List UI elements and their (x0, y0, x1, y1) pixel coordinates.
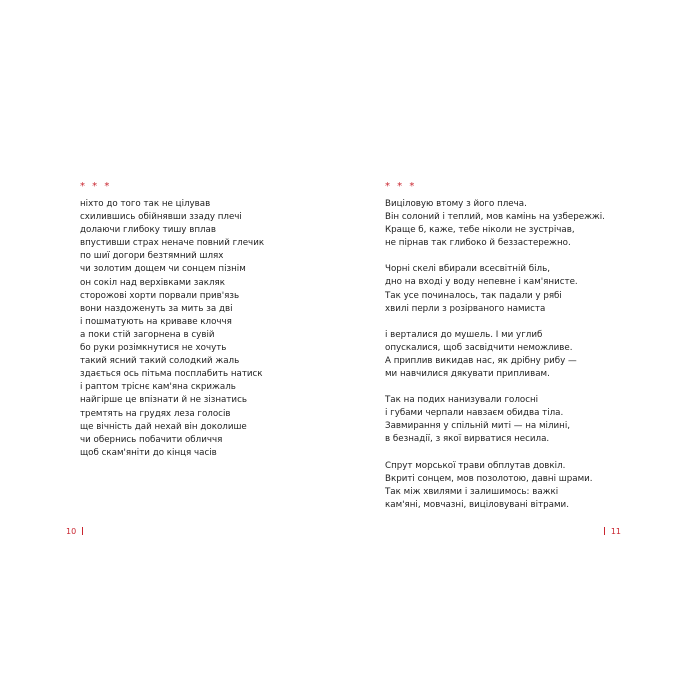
poem-line: і раптом тріснє кам'яна скрижаль (80, 382, 236, 393)
poem-line: Чорні скелі вбирали всесвітній біль, (385, 264, 550, 275)
poem-line: ще вічність дай нехай він доколише (80, 421, 247, 432)
folio-rule (604, 527, 605, 535)
poem-line: вони наздоженуть за мить за дві (80, 303, 233, 314)
page-number: 10 (66, 527, 77, 536)
poem-line: Так між хвилями і залишимось: важкі (385, 486, 559, 497)
poem-line: Краще б, каже, тебе ніколи не зустрічав, (385, 225, 575, 236)
poem-line: здається ось пітьма посплабить натиск (80, 369, 263, 380)
poem-body (385, 198, 605, 512)
poem-line: хвилі перли з розірваного намиста (385, 303, 546, 314)
page-footer (66, 527, 83, 537)
poem-line: он сокіл над верхівками закляк (80, 277, 225, 288)
folio-rule (82, 527, 83, 535)
stanza-break (385, 250, 605, 263)
poem-line: щоб скам'яніти до кінця часів (80, 447, 217, 458)
poem-line: кам'яні, мовчазні, виціловувані вітрами. (385, 499, 569, 510)
poem-line: а поки стій загорнена в сувій (80, 329, 215, 340)
poem-line: Спрут морської трави обплутав довкіл. (385, 460, 566, 471)
poem-line: Так усе починалось, так падали у рябі (385, 290, 562, 301)
section-ornament: * * * (385, 181, 417, 192)
poem-body (80, 198, 264, 460)
poem-line: в безнадії, з якої вирватися несила. (385, 434, 550, 445)
poem-line: Так на подих нанизували голосні (385, 395, 539, 406)
poem-line: і верталися до мушель. І ми углиб (385, 329, 543, 340)
poem-line: Виціловую втому з його плеча. (385, 199, 527, 209)
poem-line: Він солоний і теплий, мов камінь на узбережжі. (385, 212, 605, 223)
right-page (350, 0, 700, 700)
poem-line: такий ясний такий солодкий жаль (80, 356, 240, 367)
poem-line: сторожові хорти порвали прив'язь (80, 290, 240, 301)
poem-line: і пошматують на криваве клоччя (80, 316, 232, 327)
page-footer (604, 527, 621, 537)
poem-line: чи золотим дощем чи сонцем пізнім (80, 264, 246, 275)
page-number: 11 (610, 527, 621, 536)
poem-line: не пірнав так глибоко й беззастережно. (385, 238, 571, 249)
poem-line: А приплив викидав нас, як дрібну рибу — (385, 355, 577, 366)
stanza-break (385, 316, 605, 329)
poem-line: і губами черпали навзаєм обидва тіла. (385, 408, 564, 419)
poem-line: чи обернись побачити обличчя (80, 434, 223, 445)
poem-line: ніхто до того так не цілував (80, 199, 211, 209)
poem-line: Вкриті сонцем, мов позолотою, давні шрами. (385, 473, 593, 484)
poem-line: ми навчилися дякувати припливам. (385, 369, 550, 380)
poem-line: впустивши страх неначе повний глечик (80, 238, 265, 249)
poem-line: тремтять на грудях леза голосів (80, 408, 231, 419)
poem-line: найгірше це впізнати й не зізнатись (80, 395, 247, 406)
poem-line: долаючи глибоку тишу вплав (80, 225, 216, 236)
section-ornament: * * * (80, 181, 112, 192)
poem-line: дно на вході у воду непевне і кам'янисте. (385, 277, 578, 288)
poem-line: по шиї догори безтямний шлях (80, 251, 224, 262)
stanza-break (385, 381, 605, 394)
poem-line: Завмирання у спільній миті — на мілині, (385, 421, 571, 432)
poem-line: бо руки розімкнутися не хочуть (80, 343, 227, 354)
poem-line: опускалися, щоб засвідчити неможливе. (385, 342, 573, 353)
poem-line: схилившись обійнявши ззаду плечі (80, 212, 242, 223)
stanza-break (385, 447, 605, 460)
